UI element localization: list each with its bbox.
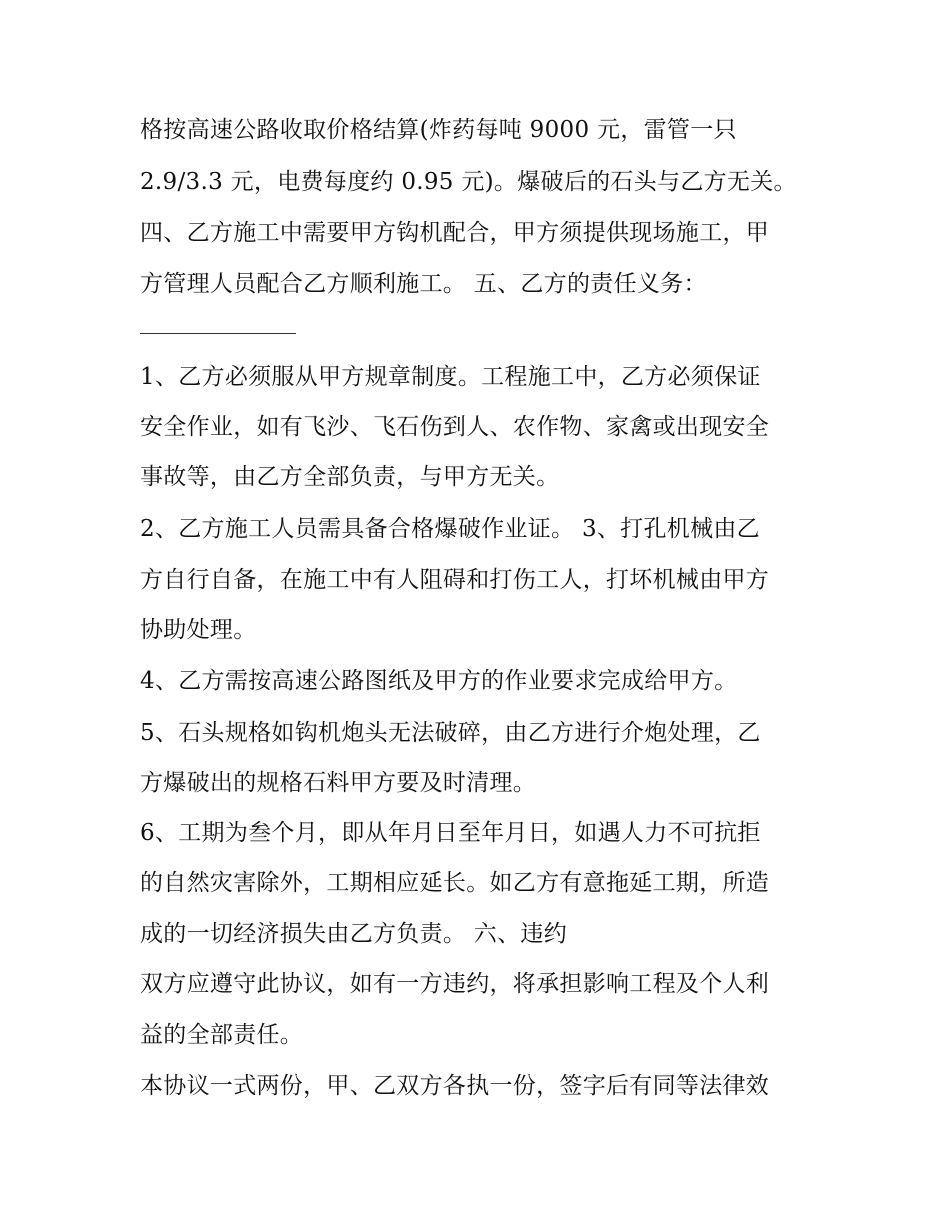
text-line: 方管理人员配合乙方顺利施工。 五、乙方的责任义务： [140,271,707,297]
text-line: 成的一切经济损失由乙方负责。 六、违约 [140,921,568,947]
text-line: 益的全部责任。 [140,1022,304,1048]
text-line: 1、乙方必须服从甲方规章制度。工程施工中，乙方必须保证 [140,364,761,390]
text-line: 双方应遵守此协议，如有一方违约，将承担影响工程及个人利 [140,971,770,997]
text-line: 格按高速公路收取价格结算(炸药每吨 9000 元，雷管一只 [140,117,737,143]
text-line: 四、乙方施工中需要甲方钩机配合，甲方须提供现场施工，甲 [140,220,770,246]
text-line: 方爆破出的规格石料甲方要及时清理。 [140,770,537,796]
text-line: 本协议一式两份，甲、乙双方各执一份，签字后有同等法律效 [140,1073,770,1099]
signature-blank-line [140,333,296,334]
text-line: 协助处理。 [140,617,257,643]
text-line: 安全作业，如有飞沙、飞石伤到人、农作物、家禽或出现安全 [140,414,770,440]
text-line: 的自然灾害除外，工期相应延长。如乙方有意拖延工期，所造 [140,870,770,896]
text-line: 事故等，由乙方全部负责，与甲方无关。 [140,464,560,490]
text-line: 方自行自备，在施工中有人阻碍和打伤工人，打坏机械由甲方 [140,567,770,593]
text-line: 5、石头规格如钩机炮头无法破碎，由乙方进行介炮处理，乙 [140,720,761,746]
text-line: 2.9/3.3 元，电费每度约 0.95 元)。爆破后的石头与乙方无关。 [140,169,797,195]
text-line: 2、乙方施工人员需具备合格爆破作业证。 3、打孔机械由乙 [140,516,760,542]
text-line: 6、工期为叁个月，即从年月日至年月日，如遇人力不可抗拒 [140,820,761,846]
text-line: 4、乙方需按高速公路图纸及甲方的作业要求完成给甲方。 [140,668,738,694]
